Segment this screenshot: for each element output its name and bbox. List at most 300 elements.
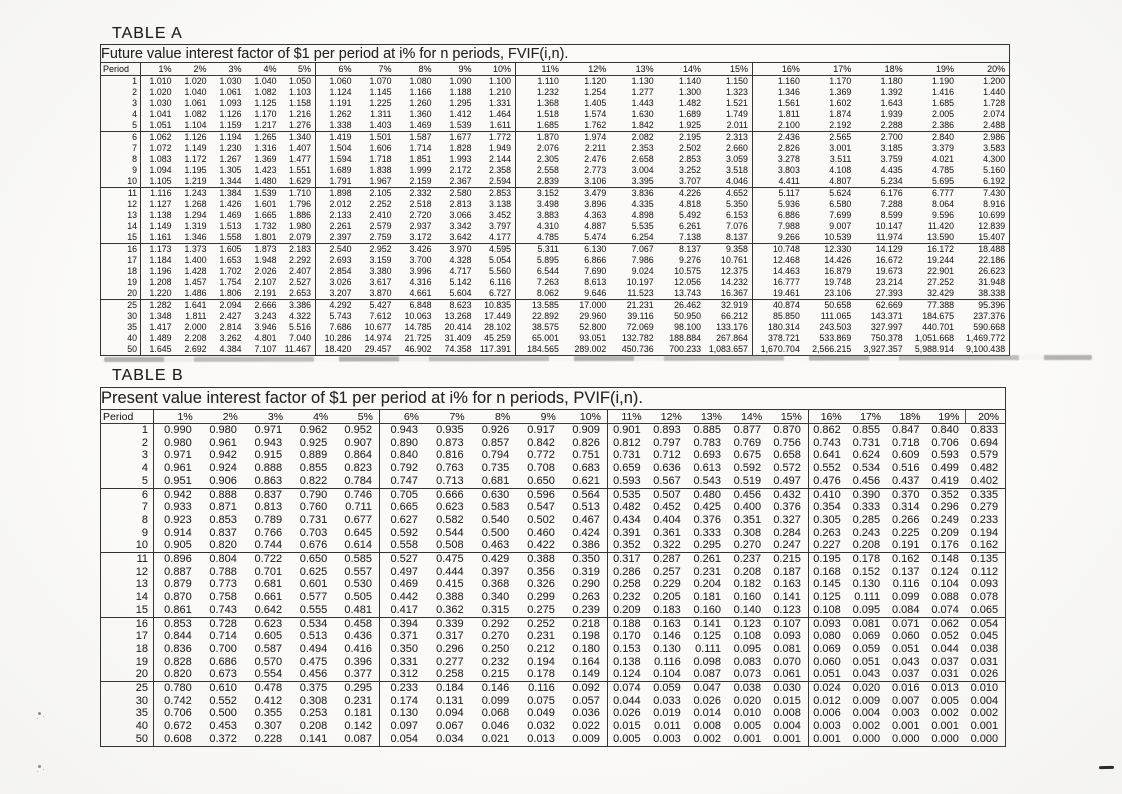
value-cell: 1.360 (409, 109, 432, 119)
value-cell: 14.463 (772, 266, 800, 276)
value-cell: 7.067 (631, 244, 654, 254)
table-row (101, 514, 1006, 527)
value-cell: 3.026 (329, 277, 352, 287)
value-cell: 7.107 (254, 344, 277, 354)
value-cell: 3.138 (476, 199, 516, 210)
value-cell: 1.469 (396, 120, 436, 132)
value-cell: 0.047 (693, 682, 721, 695)
value-cell: 2.079 (281, 232, 316, 244)
value-cell: 2.292 (281, 255, 316, 266)
value-cell: 93.051 (579, 333, 607, 343)
value-cell: 40.874 (772, 300, 800, 310)
value-cell: 2.407 (281, 266, 316, 277)
value-cell: 0.181 (693, 591, 721, 604)
table-b (100, 387, 1006, 747)
value-cell: 0.833 (970, 424, 999, 436)
value-cell: 0.917 (527, 424, 555, 436)
value-cell: 0.037 (887, 668, 926, 681)
value-cell: 0.857 (481, 436, 510, 449)
value-cell: 7.686 (329, 322, 352, 332)
value-cell: 0.352 (607, 539, 647, 552)
value-cell: 0.057 (562, 695, 608, 708)
period-cell: 10 (101, 176, 141, 188)
value-cell: 0.836 (164, 642, 192, 655)
value-cell: 0.482 (613, 501, 641, 514)
value-cell: 0.500 (209, 707, 237, 720)
value-cell: 2.813 (449, 199, 472, 209)
value-cell: 378.721 (768, 333, 800, 343)
value-cell: 2.172 (449, 165, 472, 175)
period-cell: 11 (101, 553, 154, 566)
value-cell: 0.735 (481, 462, 510, 475)
value-cell: 0.905 (154, 539, 199, 552)
value-cell: 0.108 (808, 604, 847, 617)
value-cell: 0.249 (931, 513, 959, 526)
period-cell: 14 (101, 591, 154, 604)
value-cell: 50.950 (674, 311, 702, 321)
value-cell: 0.286 (613, 565, 641, 578)
value-cell: 0.844 (164, 630, 192, 643)
value-cell: 2.700 (880, 132, 903, 142)
value-cell: 1.558 (211, 232, 246, 244)
value-cell: 1.268 (184, 199, 207, 209)
value-cell: 1.426 (219, 199, 242, 209)
value-cell: 6.130 (584, 244, 607, 254)
value-cell: 4.363 (584, 210, 607, 220)
value-cell: 0.099 (891, 591, 920, 604)
value-cell: 16.367 (705, 288, 752, 300)
value-cell: 4.801 (254, 333, 277, 343)
value-cell: 0.319 (562, 566, 608, 579)
value-cell: 0.009 (852, 694, 881, 707)
value-cell: 1.489 (149, 333, 172, 343)
value-cell: 0.554 (244, 668, 289, 681)
value-cell: 0.061 (768, 668, 808, 681)
value-cell: 0.095 (733, 642, 762, 655)
value-cell: 18.488 (978, 244, 1006, 254)
value-cell: 0.138 (613, 655, 641, 668)
value-cell: 38.575 (531, 322, 559, 332)
value-cell: 0.178 (516, 668, 562, 681)
pen-dash-mark (1099, 766, 1114, 769)
value-cell: 0.078 (970, 591, 999, 604)
rate-header: 18% (887, 410, 926, 424)
value-cell: 0.011 (654, 720, 681, 733)
value-cell: 66.212 (705, 311, 752, 322)
value-cell: 0.855 (852, 424, 881, 436)
value-cell: 1.082 (254, 87, 277, 97)
table-b-body (101, 424, 1006, 747)
value-cell: 9,100.438 (965, 344, 1006, 354)
value-cell: 2.367 (436, 176, 476, 188)
value-cell: 32.919 (705, 300, 752, 312)
value-cell: 0.507 (653, 488, 681, 501)
value-cell: 0.095 (848, 604, 887, 617)
period-cell: 15 (101, 604, 154, 617)
value-cell: 0.124 (931, 565, 959, 578)
period-cell: 8 (101, 514, 154, 527)
table-row (101, 322, 1010, 333)
value-cell: 0.178 (852, 553, 881, 566)
value-cell: 2.476 (584, 154, 607, 164)
value-cell: 1.305 (219, 165, 242, 175)
value-cell: 13.743 (658, 288, 705, 300)
value-cell: 3.883 (536, 210, 559, 220)
value-cell: 14.426 (824, 255, 852, 265)
value-cell: 0.879 (164, 578, 192, 591)
value-cell: 0.951 (154, 475, 199, 488)
value-cell: 0.003 (813, 720, 841, 733)
value-cell: 1.225 (369, 98, 392, 108)
value-cell: 2.332 (409, 188, 432, 198)
value-cell: 27.252 (927, 277, 955, 287)
value-cell: 17.449 (476, 311, 516, 322)
value-cell: 1.728 (983, 98, 1006, 108)
value-cell: 0.097 (390, 720, 419, 733)
value-cell: 0.093 (768, 630, 808, 643)
value-cell: 188.884 (669, 333, 702, 343)
table-row (101, 501, 1006, 514)
value-cell: 0.059 (852, 642, 881, 655)
value-cell: 0.429 (481, 553, 510, 566)
value-cell: 26.623 (978, 266, 1006, 276)
value-cell: 1.480 (246, 176, 281, 188)
value-cell: 0.943 (390, 424, 419, 436)
value-cell: 0.231 (693, 565, 721, 578)
value-cell: 16.777 (772, 277, 800, 287)
value-cell: 0.481 (334, 604, 379, 617)
value-cell: 0.004 (768, 720, 808, 733)
value-cell: 0.326 (527, 578, 555, 591)
value-cell: 0.008 (768, 707, 808, 720)
value-cell: 1.405 (584, 98, 607, 108)
value-cell: 0.239 (562, 604, 608, 617)
period-cell: 30 (101, 311, 141, 322)
table-row (101, 527, 1006, 540)
value-cell: 3.004 (631, 165, 654, 175)
value-cell: 1.311 (370, 109, 392, 119)
value-cell: 4.046 (705, 176, 752, 188)
rate-header: 2% (199, 410, 244, 424)
table-row (101, 199, 1010, 210)
value-cell: 1.594 (329, 154, 352, 164)
value-cell: 10.539 (804, 232, 855, 244)
value-cell: 8.599 (880, 210, 903, 220)
value-cell: 0.794 (481, 449, 510, 462)
value-cell: 3.518 (705, 165, 752, 176)
value-cell: 12.330 (824, 244, 852, 254)
value-cell: 0.547 (527, 501, 555, 514)
value-cell: 1.718 (369, 154, 392, 164)
value-cell: 0.915 (254, 449, 283, 462)
value-cell: 2.488 (958, 120, 1010, 132)
value-cell: 2.026 (254, 266, 277, 276)
value-cell: 2.853 (476, 188, 516, 200)
value-cell: 1.886 (281, 210, 316, 221)
value-cell: 7.288 (880, 199, 903, 209)
value-cell: 1.518 (536, 109, 559, 119)
table-row (101, 176, 1010, 188)
value-cell: 0.906 (199, 475, 244, 488)
value-cell: 1.232 (536, 87, 559, 97)
value-cell: 0.593 (931, 449, 959, 462)
value-cell: 0.146 (653, 630, 681, 643)
value-cell: 0.494 (299, 642, 328, 655)
value-cell: 0.376 (693, 513, 721, 526)
value-cell: 1.160 (777, 76, 800, 86)
period-header: Period (101, 410, 154, 424)
value-cell: 1.412 (449, 109, 472, 119)
value-cell: 6.192 (958, 176, 1010, 188)
value-cell: 1.294 (184, 210, 207, 220)
value-cell: 0.355 (254, 707, 283, 720)
rate-header: 4% (246, 63, 281, 76)
value-cell: 0.728 (209, 617, 237, 630)
value-cell: 6.866 (584, 255, 607, 265)
value-cell: 327.997 (870, 322, 903, 332)
value-cell: 0.258 (425, 668, 471, 681)
value-cell: 0.890 (390, 436, 419, 449)
value-cell: 0.658 (768, 449, 808, 462)
value-cell: 0.339 (436, 617, 464, 630)
value-cell: 1.974 (584, 132, 607, 142)
period-cell: 17 (101, 630, 154, 643)
value-cell: 3.642 (436, 232, 476, 244)
value-cell: 5.234 (855, 176, 906, 188)
value-cell: 0.870 (164, 591, 192, 604)
value-cell: 0.889 (299, 449, 328, 462)
value-cell: 1.020 (184, 76, 207, 86)
value-cell: 1.967 (356, 176, 396, 188)
value-cell: 0.853 (209, 513, 237, 526)
value-cell: 1.120 (584, 76, 607, 86)
value-cell: 0.065 (966, 604, 1006, 617)
value-cell: 2.666 (254, 300, 277, 310)
value-cell: 0.140 (728, 604, 768, 617)
value-cell: 0.855 (299, 462, 328, 475)
value-cell: 0.508 (425, 539, 471, 552)
value-cell: 1.125 (254, 98, 277, 108)
value-cell: 1.369 (254, 154, 277, 164)
value-cell: 3.583 (983, 143, 1006, 153)
value-cell: 8.064 (932, 199, 955, 209)
value-cell: 7.040 (281, 333, 316, 344)
value-cell: 0.331 (390, 655, 419, 668)
value-cell: 0.567 (648, 475, 688, 488)
value-cell: 1.050 (281, 76, 316, 88)
value-cell: 0.099 (481, 694, 510, 707)
value-cell: 0.215 (768, 553, 808, 566)
value-cell: 1.105 (141, 176, 176, 188)
value-cell: 2.105 (369, 188, 392, 198)
value-cell: 0.377 (334, 668, 379, 681)
value-cell: 0.227 (808, 539, 847, 552)
period-cell: 20 (101, 288, 141, 300)
value-cell: 0.279 (970, 501, 999, 514)
value-cell: 13.585 (531, 300, 559, 310)
table-a-caption: Future value interest factor of $1 per period at i% for n periods, FVIF(i,n). (101, 45, 1010, 63)
value-cell: 0.116 (528, 682, 555, 695)
value-cell: 0.194 (527, 655, 555, 668)
table-a (100, 44, 1010, 356)
value-cell: 2.826 (777, 143, 800, 153)
value-cell: 3.059 (705, 154, 752, 165)
value-cell: 0.176 (927, 539, 966, 552)
value-cell: 0.368 (481, 578, 510, 591)
value-cell: 1.806 (211, 288, 246, 300)
value-cell: 0.081 (852, 617, 881, 630)
value-cell: 45.259 (476, 333, 516, 344)
value-cell: 1.587 (409, 132, 432, 142)
table-row (101, 344, 1010, 356)
value-cell: 0.743 (813, 436, 841, 449)
value-cell: 4.411 (752, 176, 803, 188)
value-cell: 1.925 (658, 120, 705, 132)
table-row (101, 288, 1010, 300)
value-cell: 14.129 (875, 244, 903, 254)
value-cell: 1.606 (369, 143, 392, 153)
value-cell: 3.759 (880, 154, 903, 164)
value-cell: 19.673 (875, 266, 903, 276)
value-cell: 0.033 (653, 694, 681, 707)
value-cell: 2.773 (584, 165, 607, 175)
value-cell: 6.116 (476, 277, 516, 288)
value-cell: 1.191 (329, 98, 352, 108)
value-cell: 1.208 (149, 277, 172, 287)
value-cell: 4.108 (829, 165, 852, 175)
value-cell: 1.629 (281, 176, 316, 188)
rate-header: 3% (244, 410, 289, 424)
value-cell: 1.100 (476, 76, 516, 88)
value-cell: 0.131 (436, 694, 464, 707)
value-cell: 0.769 (733, 436, 762, 449)
value-cell: 0.020 (733, 694, 762, 707)
value-cell: 0.402 (966, 475, 1006, 488)
value-cell: 52.800 (579, 322, 607, 332)
value-cell: 9.007 (829, 221, 852, 231)
value-cell: 17.000 (579, 300, 607, 310)
value-cell: 7.430 (983, 188, 1006, 198)
table-row (101, 449, 1006, 462)
value-cell: 0.943 (254, 436, 283, 449)
value-cell: 0.780 (164, 682, 192, 695)
value-cell: 2.579 (369, 221, 392, 231)
value-cell: 0.045 (970, 630, 999, 643)
value-cell: 11.523 (610, 288, 657, 300)
value-cell: 2.518 (409, 199, 432, 209)
table-row (101, 300, 1010, 312)
table-row (101, 733, 1006, 746)
value-cell: 0.675 (733, 449, 762, 462)
value-cell: 0.924 (209, 462, 237, 475)
value-cell: 0.792 (390, 462, 419, 475)
value-cell: 10.761 (705, 255, 752, 266)
value-cell: 22.892 (531, 311, 559, 321)
value-cell: 5.624 (829, 188, 852, 198)
value-cell: 2.074 (983, 109, 1006, 119)
value-cell: 0.388 (527, 553, 555, 566)
value-cell: 13.590 (907, 232, 958, 244)
value-cell: 1.093 (219, 98, 242, 108)
value-cell: 0.069 (852, 630, 881, 643)
value-cell: 0.863 (244, 475, 289, 488)
value-cell: 4.652 (705, 188, 752, 200)
value-cell: 26.462 (674, 300, 702, 310)
table-row (101, 76, 1010, 88)
value-cell: 3.797 (476, 221, 516, 232)
value-cell: 1.094 (149, 165, 172, 175)
value-cell: 1.338 (316, 120, 356, 132)
value-cell: 0.596 (527, 488, 555, 501)
value-cell: 1,083.657 (705, 344, 752, 356)
rate-header: 9% (516, 410, 562, 424)
value-cell: 0.075 (527, 694, 555, 707)
value-cell: 0.650 (516, 475, 562, 488)
value-cell: 18.420 (324, 344, 352, 354)
value-cell: 0.686 (209, 655, 237, 668)
value-cell: 0.789 (254, 513, 283, 526)
value-cell: 0.015 (613, 720, 641, 733)
value-cell: 0.010 (733, 707, 762, 720)
value-cell: 0.853 (164, 617, 192, 630)
value-cell: 4.818 (679, 199, 702, 209)
value-cell: 3.159 (369, 255, 392, 265)
value-cell: 1.605 (219, 244, 242, 254)
value-cell: 3.426 (409, 244, 432, 254)
value-cell: 5.474 (563, 232, 610, 244)
value-cell: 0.540 (481, 513, 510, 526)
value-cell: 9.266 (752, 232, 803, 244)
value-cell: 9.024 (631, 266, 654, 276)
table-row (101, 221, 1010, 232)
value-cell: 0.195 (813, 553, 841, 566)
value-cell: 0.162 (891, 553, 920, 566)
value-cell: 1.340 (281, 132, 316, 144)
value-cell: 4.717 (449, 266, 472, 276)
value-cell: 2.580 (449, 188, 472, 198)
value-cell: 0.312 (379, 668, 425, 681)
value-cell: 0.052 (931, 630, 959, 643)
rate-header: 3% (211, 63, 246, 76)
value-cell: 0.354 (813, 501, 841, 514)
value-cell: 3.870 (356, 288, 396, 300)
value-cell: 1.384 (219, 188, 242, 198)
value-cell: 0.760 (299, 501, 328, 514)
rate-header: 7% (425, 410, 471, 424)
value-cell: 0.614 (334, 539, 379, 552)
value-cell: 10.575 (674, 266, 702, 276)
value-cell: 0.247 (768, 539, 808, 552)
value-cell: 0.914 (164, 526, 192, 539)
value-cell: 0.758 (209, 591, 237, 604)
value-cell: 0.308 (299, 694, 328, 707)
value-cell: 180.314 (768, 322, 800, 332)
value-cell: 0.142 (334, 720, 379, 733)
value-cell: 2.693 (329, 255, 352, 265)
value-cell: 3.243 (254, 311, 277, 321)
value-cell: 6.727 (476, 288, 516, 300)
value-cell: 0.476 (808, 475, 847, 488)
value-cell: 1.041 (149, 109, 172, 119)
value-cell: 2.527 (281, 277, 316, 288)
value-cell: 1.772 (476, 132, 516, 144)
value-cell: 2.937 (409, 221, 432, 231)
value-cell: 0.610 (209, 682, 237, 695)
value-cell: 6.886 (777, 210, 800, 220)
value-cell: 1.331 (476, 98, 516, 109)
period-cell: 9 (101, 527, 154, 540)
rate-header: 15% (705, 63, 752, 76)
